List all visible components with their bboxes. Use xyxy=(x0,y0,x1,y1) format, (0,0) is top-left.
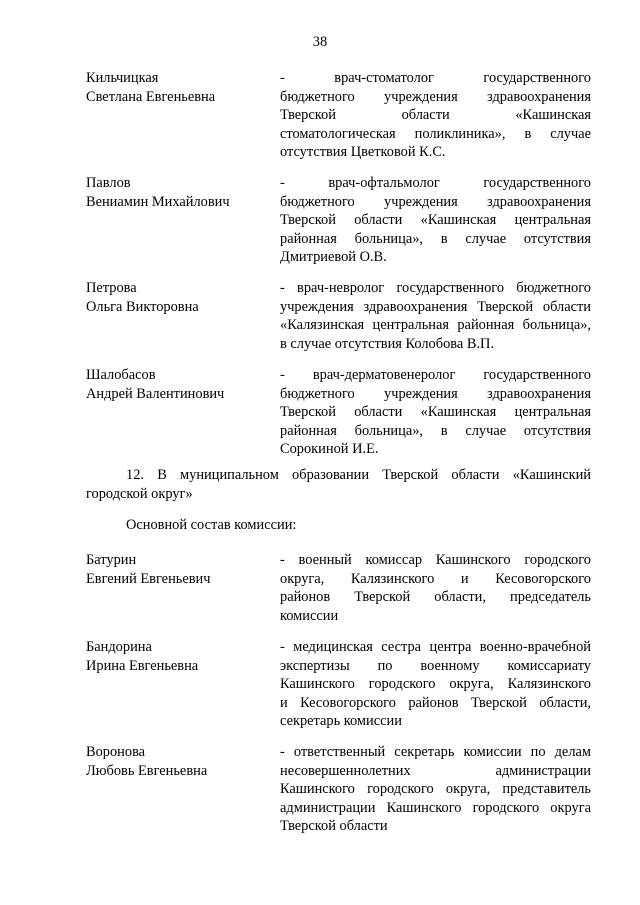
member-role-line: Дмитриевой О.В. xyxy=(280,249,387,265)
member-surname: Воронова xyxy=(86,744,146,760)
member-surname: Шалобасов xyxy=(86,367,156,383)
section-heading xyxy=(86,466,591,503)
member-role-line: - ответственный секретарь комиссии по делам xyxy=(280,744,591,760)
member-name xyxy=(86,551,276,588)
member-name xyxy=(86,743,276,780)
member-role-line: Сорокиной И.Е. xyxy=(280,441,379,457)
member-name xyxy=(86,174,276,211)
member-given-name: Любовь Евгеньевна xyxy=(86,762,208,779)
member-role xyxy=(280,69,591,162)
member-role-line: районов Тверской области, председатель xyxy=(280,589,591,605)
member-name xyxy=(86,638,276,675)
member-role-line: - военный комиссар Кашинского городского xyxy=(280,552,591,568)
member-role-line: бюджетного учреждения здравоохранения xyxy=(280,385,591,402)
member-role-line: несовершеннолетних администрации xyxy=(280,762,591,779)
member-role-line: районная больница», в случае отсутствия xyxy=(280,422,591,439)
member-role-line: - врач-невролог государственного бюджетного xyxy=(280,280,591,296)
member-given-name: Вениамин Михайлович xyxy=(86,193,230,210)
member-role-line: Тверской области «Кашинская центральная xyxy=(280,212,591,228)
member-role-line: бюджетного учреждения здравоохранения xyxy=(280,88,591,105)
member-role-line: Кашинского городского округа, Калязинского xyxy=(280,676,591,692)
subheading-text: Основной состав комиссии: xyxy=(126,517,297,533)
member-name xyxy=(86,279,276,316)
member-role-line: Тверской области «Кашинская центральная xyxy=(280,404,591,420)
member-role-line: «Калязинская центральная районная больница», xyxy=(280,317,591,333)
member-surname: Батурин xyxy=(86,552,137,568)
member-given-name: Андрей Валентинович xyxy=(86,385,225,402)
member-role-line: - медицинская сестра центра военно-врачебной xyxy=(280,639,591,655)
member-role-line: экспертизы по военному комиссариату xyxy=(280,657,591,674)
member-role-line: Тверской области «Кашинская xyxy=(280,107,591,123)
member-role xyxy=(280,638,591,731)
member-role xyxy=(280,366,591,459)
member-surname: Кильчицкая xyxy=(86,70,159,86)
member-role-line: комиссии xyxy=(280,607,339,624)
member-role xyxy=(280,551,591,625)
member-role-line: районная больница», в случае отсутствия xyxy=(280,230,591,247)
member-role xyxy=(280,174,591,267)
member-role xyxy=(280,743,591,836)
member-role-line: Кашинского городского округа, представитель xyxy=(280,781,591,797)
member-given-name: Евгений Евгеньевич xyxy=(86,570,211,587)
member-name xyxy=(86,366,276,403)
member-role-line: учреждения здравоохранения Тверской области xyxy=(280,298,591,315)
member-given-name: Ольга Викторовна xyxy=(86,298,199,315)
member-role-line: секретарь комиссии xyxy=(280,713,402,729)
member-role xyxy=(280,279,591,353)
member-role-line: администрации Кашинского городского округа xyxy=(280,799,591,816)
member-role-line: бюджетного учреждения здравоохранения xyxy=(280,193,591,210)
member-role-line: в случае отсутствия Колобова В.П. xyxy=(280,335,495,352)
member-role-line: округа, Калязинского и Кесовогорского xyxy=(280,570,591,587)
member-role-line: - врач-дерматовенеролог государственного xyxy=(280,367,591,383)
member-role-line: стоматологическая поликлиника», в случае xyxy=(280,125,591,142)
member-role-line: - врач-офтальмолог государственного xyxy=(280,175,591,191)
member-name xyxy=(86,69,276,106)
member-role-line: и Кесовогорского районов Тверской области, xyxy=(280,694,591,711)
member-role-line: - врач-стоматолог государственного xyxy=(280,70,591,86)
member-role-line: Тверской области xyxy=(280,818,388,834)
section-heading-line-1: 12. В муниципальном образовании Тверской области «Кашинский xyxy=(126,467,591,483)
subheading xyxy=(126,516,631,535)
page-number: 38 xyxy=(312,34,328,50)
member-surname: Павлов xyxy=(86,175,131,191)
member-given-name: Светлана Евгеньевна xyxy=(86,88,216,105)
section-heading-line-2: городской округ» xyxy=(86,485,193,502)
member-surname: Бандорина xyxy=(86,639,152,655)
member-given-name: Ирина Евгеньевна xyxy=(86,657,199,674)
member-surname: Петрова xyxy=(86,280,137,296)
member-role-line: отсутствия Цветковой К.С. xyxy=(280,144,446,160)
